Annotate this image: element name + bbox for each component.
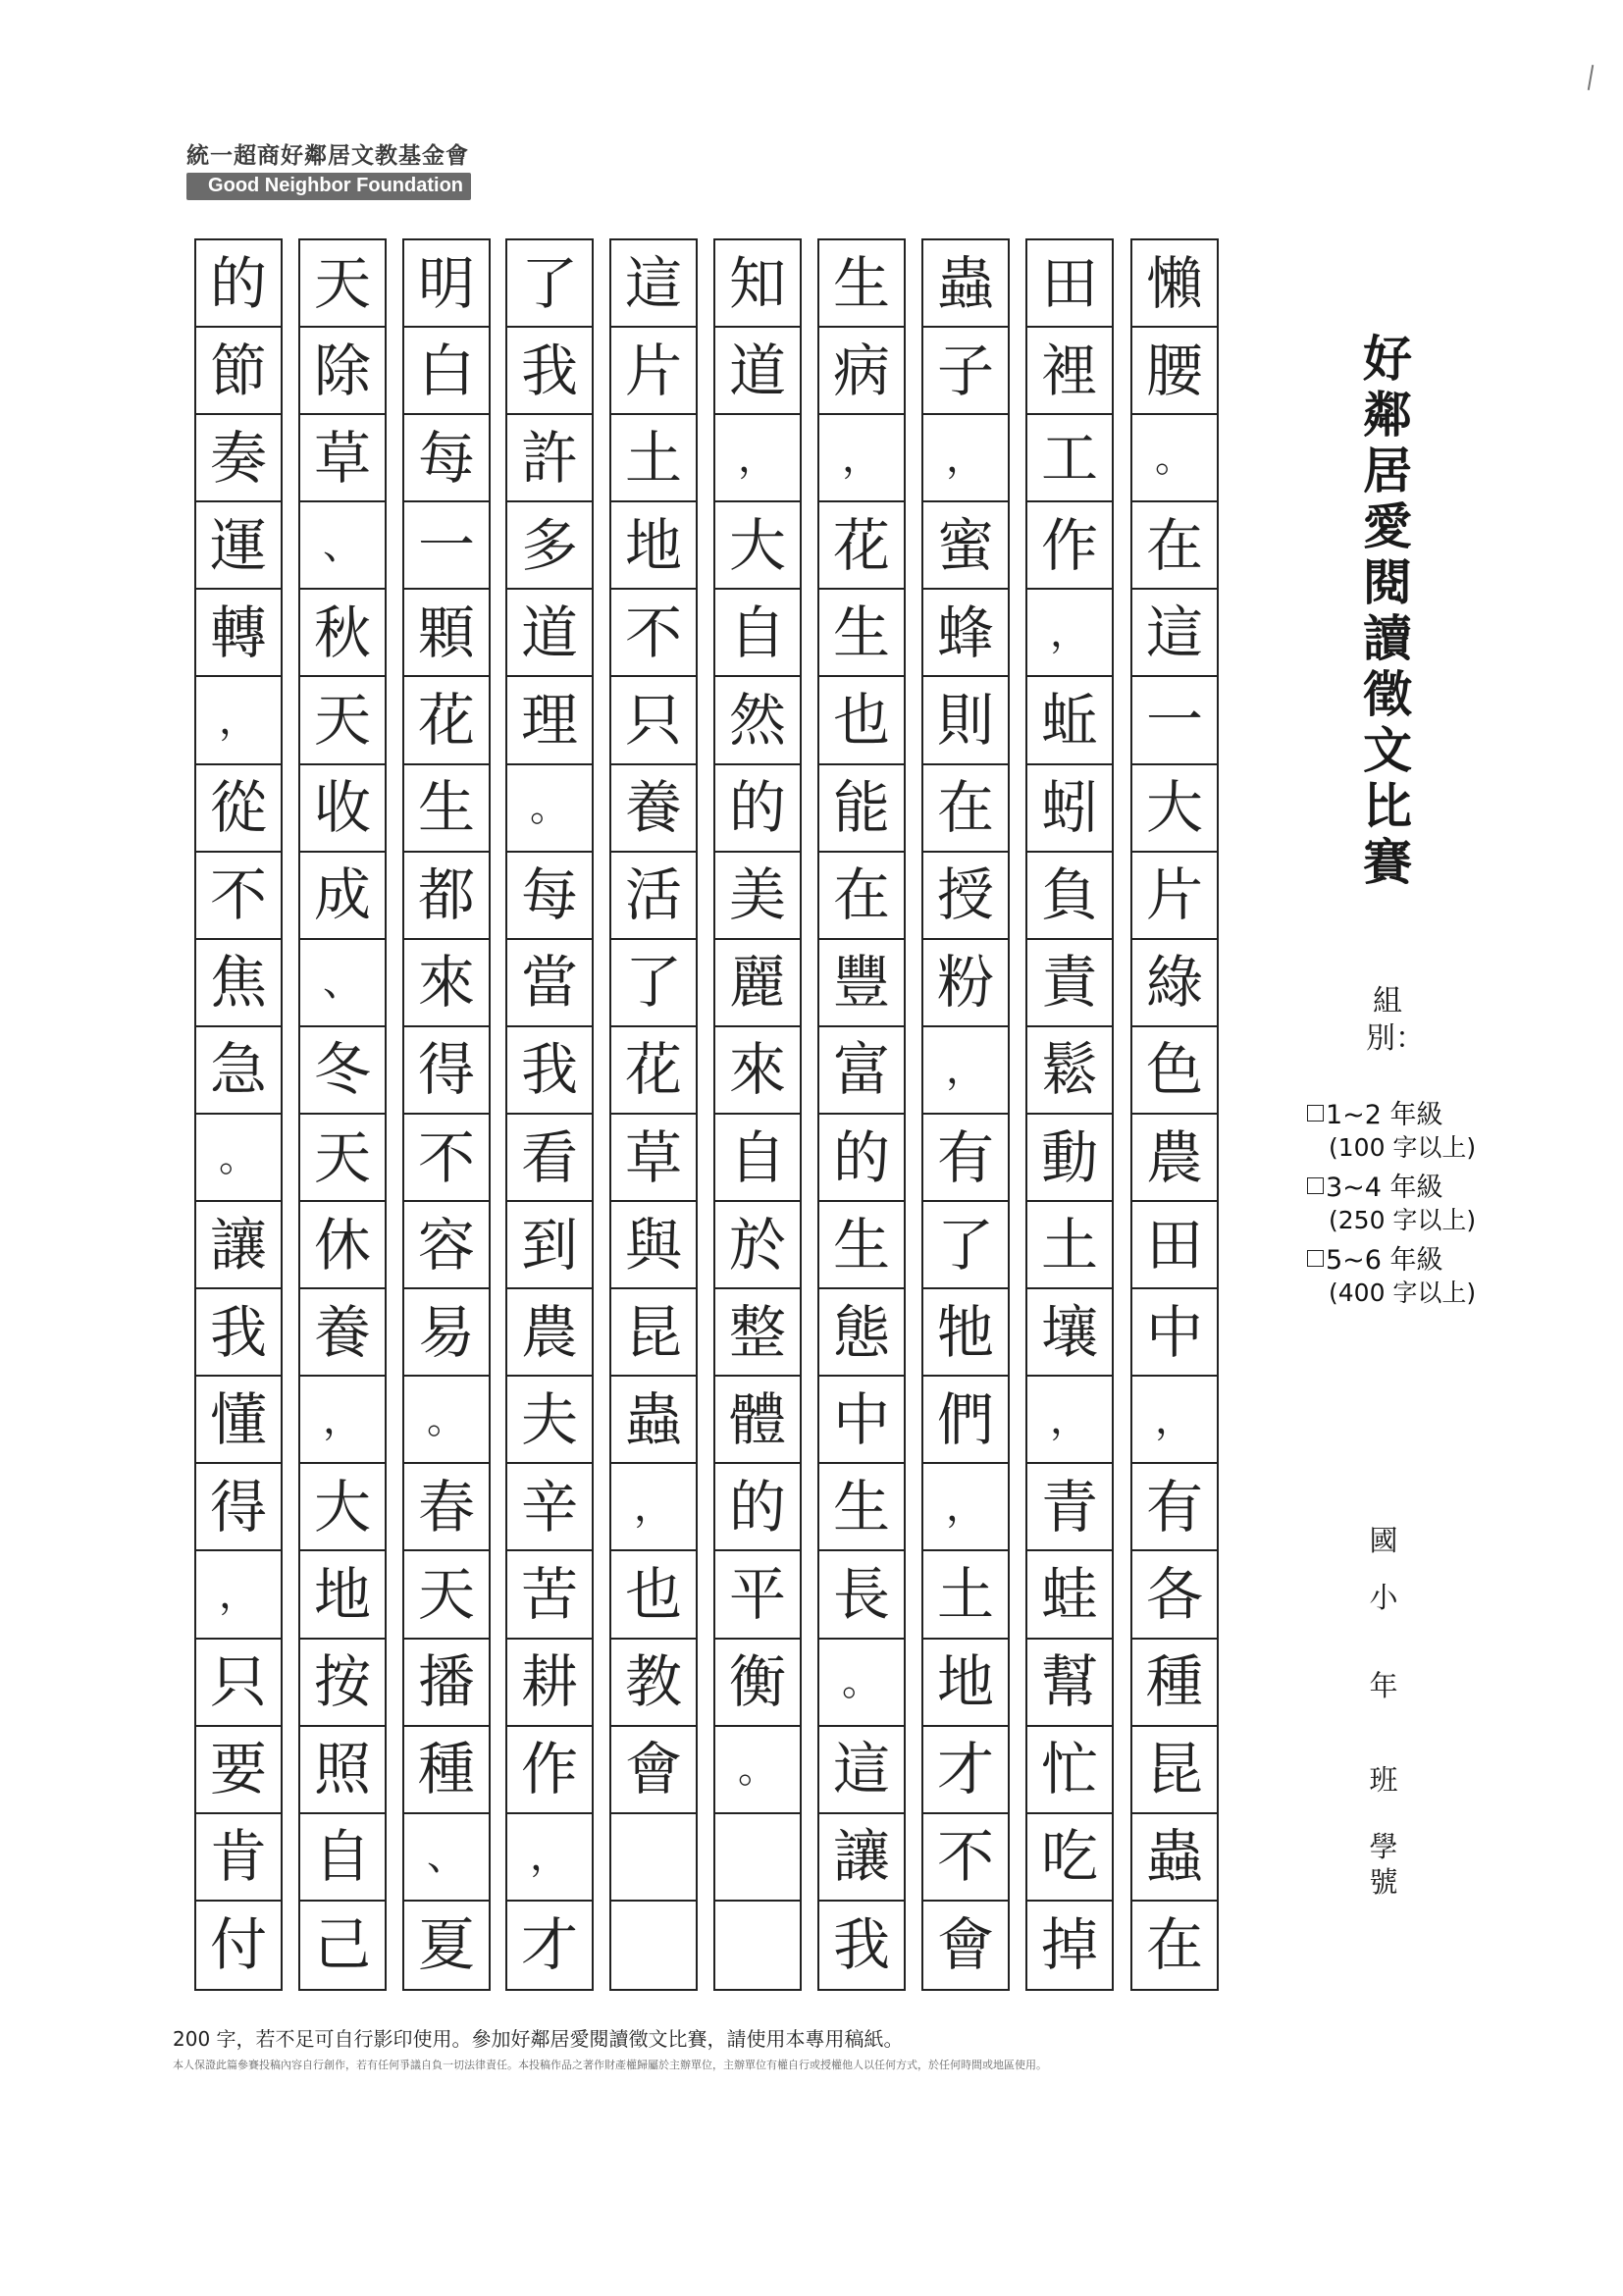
manuscript-cell: 體 — [715, 1377, 800, 1464]
manuscript-cell: 幫 — [1027, 1640, 1112, 1727]
manuscript-cell: 蟲 — [1132, 1814, 1217, 1902]
manuscript-cell — [611, 1902, 696, 1989]
manuscript-cell: 天 — [300, 240, 385, 328]
manuscript-cell: 春 — [404, 1464, 489, 1551]
manuscript-cell: 作 — [507, 1727, 592, 1814]
manuscript-cell: 養 — [300, 1289, 385, 1377]
school-suffix-label: 小 — [1369, 1581, 1398, 1614]
manuscript-cell: 。 — [1132, 415, 1217, 502]
checkbox-icon[interactable] — [1307, 1250, 1324, 1267]
grade-options — [1307, 1099, 1543, 1317]
manuscript-cell: 授 — [923, 853, 1008, 940]
foundation-name-english: Good Neighbor Foundation — [186, 173, 471, 200]
grade-field-label: 年 — [1369, 1669, 1398, 1702]
manuscript-cell: ， — [923, 1464, 1008, 1551]
manuscript-cell: 按 — [300, 1640, 385, 1727]
manuscript-cell: 裡 — [1027, 328, 1112, 415]
manuscript-column — [1130, 238, 1219, 1991]
manuscript-cell: 地 — [923, 1640, 1008, 1727]
manuscript-cell: 麗 — [715, 940, 800, 1027]
manuscript-cell: 當 — [507, 940, 592, 1027]
grade-option-5-6[interactable] — [1307, 1244, 1543, 1309]
manuscript-cell: 豐 — [819, 940, 904, 1027]
manuscript-cell: 容 — [404, 1202, 489, 1289]
manuscript-cell: 生 — [819, 240, 904, 328]
manuscript-cell: ， — [923, 1027, 1008, 1115]
manuscript-cell: 奏 — [196, 415, 281, 502]
grade-option-label: 5~6 年級 — [1326, 1245, 1443, 1276]
manuscript-cell: 才 — [520, 1911, 578, 1979]
manuscript-cell — [715, 1902, 800, 1989]
manuscript-cell: 田 — [1132, 1202, 1217, 1289]
manuscript-cell: 們 — [923, 1377, 1008, 1464]
manuscript-cell: 道 — [507, 590, 592, 677]
manuscript-cell: ， — [1132, 1377, 1217, 1464]
manuscript-cell: ， — [611, 1464, 696, 1551]
manuscript-cell: 綠 — [1132, 940, 1217, 1027]
manuscript-cell: 了 — [507, 240, 592, 328]
manuscript-cell: 也 — [611, 1552, 696, 1640]
contest-title: 好鄰居愛閱讀徵文比賽 — [1363, 331, 1412, 891]
manuscript-cell: 蜂 — [923, 590, 1008, 677]
manuscript-cell: 的 — [819, 1115, 904, 1202]
manuscript-cell: 生 — [819, 1464, 904, 1551]
manuscript-cell: 在 — [1145, 1911, 1203, 1979]
grade-option-label: 1~2 年級 — [1326, 1100, 1443, 1130]
student-number-label: 學號 — [1369, 1830, 1398, 1899]
manuscript-cell: 多 — [507, 502, 592, 590]
manuscript-cell: 知 — [715, 240, 800, 328]
manuscript-cell: 地 — [611, 502, 696, 590]
scan-mark — [1588, 65, 1594, 90]
manuscript-cell: 不 — [611, 590, 696, 677]
manuscript-cell: 生 — [819, 1202, 904, 1289]
manuscript-cell: 休 — [300, 1202, 385, 1289]
manuscript-cell: 大 — [300, 1464, 385, 1551]
manuscript-cell: 苦 — [507, 1552, 592, 1640]
manuscript-cell: 夏 — [417, 1911, 475, 1979]
manuscript-cell: 易 — [404, 1289, 489, 1377]
manuscript-cell: 中 — [1132, 1289, 1217, 1377]
manuscript-cell: 中 — [819, 1377, 904, 1464]
manuscript-cell: 蚯 — [1027, 678, 1112, 765]
manuscript-cell: 吃 — [1027, 1814, 1112, 1902]
manuscript-cell: 地 — [300, 1552, 385, 1640]
manuscript-cell: 能 — [819, 765, 904, 853]
manuscript-cell: 的 — [196, 240, 281, 328]
footer-fine-print: 本人保證此篇參賽投稿內容自行創作，若有任何爭議自負一切法律責任。本投稿作品之著作財產權歸屬於主辦單位，主辦單位有權自行或授權他人以任何方式，於任何時間或地區使用。 — [173, 2059, 1047, 2071]
manuscript-cell: 種 — [1132, 1640, 1217, 1727]
manuscript-cell: 許 — [507, 415, 592, 502]
manuscript-cell: 與 — [611, 1202, 696, 1289]
manuscript-cell: 工 — [1027, 415, 1112, 502]
manuscript-cell: 美 — [715, 853, 800, 940]
foundation-logo — [186, 137, 471, 200]
manuscript-cell: 運 — [196, 502, 281, 590]
manuscript-column — [713, 238, 802, 1991]
manuscript-cell: 則 — [923, 678, 1008, 765]
manuscript-cell: 只 — [611, 678, 696, 765]
manuscript-cell: 色 — [1132, 1027, 1217, 1115]
manuscript-cell: 明 — [404, 240, 489, 328]
manuscript-cell: 自 — [715, 590, 800, 677]
manuscript-cell: 草 — [300, 415, 385, 502]
manuscript-cell: 責 — [1027, 940, 1112, 1027]
grade-option-1-2[interactable] — [1307, 1099, 1543, 1164]
manuscript-cell: 動 — [1027, 1115, 1112, 1202]
manuscript-cell: 活 — [611, 853, 696, 940]
manuscript-cell: 每 — [404, 415, 489, 502]
manuscript-cell: ， — [196, 1552, 281, 1640]
manuscript-cell: ， — [715, 415, 800, 502]
manuscript-cell: 自 — [715, 1115, 800, 1202]
manuscript-cell: 大 — [715, 502, 800, 590]
manuscript-cell: 土 — [1027, 1202, 1112, 1289]
manuscript-cell: 不 — [404, 1115, 489, 1202]
manuscript-cell: 。 — [404, 1377, 489, 1464]
manuscript-cell: 花 — [404, 678, 489, 765]
manuscript-cell: 要 — [196, 1727, 281, 1814]
manuscript-column — [505, 238, 594, 1991]
manuscript-cell: ， — [196, 678, 281, 765]
manuscript-cell: 掉 — [1040, 1911, 1098, 1979]
manuscript-cell: 耕 — [507, 1640, 592, 1727]
manuscript-cell: 的 — [715, 765, 800, 853]
manuscript-cell: 土 — [923, 1552, 1008, 1640]
manuscript-cell: 病 — [819, 328, 904, 415]
manuscript-cell: 讓 — [819, 1814, 904, 1902]
manuscript-cell: 養 — [611, 765, 696, 853]
manuscript-cell: 才 — [923, 1727, 1008, 1814]
manuscript-cell: 我 — [507, 328, 592, 415]
manuscript-cell: 來 — [404, 940, 489, 1027]
manuscript-cell: 一 — [404, 502, 489, 590]
manuscript-cell: 肯 — [196, 1814, 281, 1902]
manuscript-cell: 急 — [196, 1027, 281, 1115]
manuscript-cell: 。 — [507, 765, 592, 853]
manuscript-cell: 從 — [196, 765, 281, 853]
manuscript-cell: 草 — [611, 1115, 696, 1202]
checkbox-icon[interactable] — [1307, 1105, 1324, 1122]
manuscript-cell: 片 — [1132, 853, 1217, 940]
manuscript-cell: 蜜 — [923, 502, 1008, 590]
manuscript-cell: 在 — [1132, 502, 1217, 590]
manuscript-cell: 我 — [196, 1289, 281, 1377]
manuscript-cell: 蟲 — [611, 1377, 696, 1464]
manuscript-cell: 片 — [611, 328, 696, 415]
manuscript-cell: 照 — [300, 1727, 385, 1814]
manuscript-cell: 了 — [923, 1202, 1008, 1289]
manuscript-cell: 、 — [300, 502, 385, 590]
manuscript-cell: 懶 — [1132, 240, 1217, 328]
manuscript-cell: 蛙 — [1027, 1552, 1112, 1640]
manuscript-cell: 教 — [611, 1640, 696, 1727]
manuscript-cell: 自 — [300, 1814, 385, 1902]
manuscript-column — [402, 238, 491, 1991]
manuscript-cell: 粉 — [923, 940, 1008, 1027]
manuscript-cell: 各 — [1132, 1552, 1217, 1640]
manuscript-cell: 一 — [1132, 678, 1217, 765]
manuscript-column — [1025, 238, 1114, 1991]
manuscript-column — [921, 238, 1010, 1991]
group-label: 組別： — [1366, 984, 1425, 1056]
manuscript-cell: 種 — [404, 1727, 489, 1814]
manuscript-cell: 收 — [300, 765, 385, 853]
manuscript-cell: 來 — [715, 1027, 800, 1115]
manuscript-cell: ， — [819, 415, 904, 502]
manuscript-cell: 農 — [1132, 1115, 1217, 1202]
manuscript-cell: 成 — [300, 853, 385, 940]
manuscript-grid — [194, 238, 1219, 1991]
manuscript-cell: 我 — [507, 1027, 592, 1115]
manuscript-cell: 都 — [404, 853, 489, 940]
manuscript-cell: 農 — [507, 1289, 592, 1377]
manuscript-cell: 節 — [196, 328, 281, 415]
manuscript-cell: 天 — [300, 678, 385, 765]
grade-option-3-4[interactable] — [1307, 1172, 1543, 1236]
manuscript-cell: 青 — [1027, 1464, 1112, 1551]
manuscript-cell: 土 — [611, 415, 696, 502]
manuscript-column — [817, 238, 906, 1991]
manuscript-cell: 顆 — [404, 590, 489, 677]
manuscript-cell: 焦 — [196, 940, 281, 1027]
manuscript-cell: 、 — [404, 1814, 489, 1902]
manuscript-cell: 懂 — [196, 1377, 281, 1464]
footer-note: 200 字，若不足可自行影印使用。參加好鄰居愛閱讀徵文比賽，請使用本專用稿紙。 — [173, 2027, 904, 2051]
manuscript-cell: 看 — [507, 1115, 592, 1202]
manuscript-cell: 、 — [300, 940, 385, 1027]
manuscript-cell: 。 — [819, 1640, 904, 1727]
manuscript-cell: ， — [1027, 590, 1112, 677]
manuscript-cell: 己 — [313, 1911, 371, 1979]
manuscript-cell: 的 — [715, 1464, 800, 1551]
manuscript-cell: 不 — [923, 1814, 1008, 1902]
manuscript-cell: ， — [1027, 1377, 1112, 1464]
manuscript-column — [194, 238, 283, 1991]
manuscript-cell: 生 — [819, 590, 904, 677]
manuscript-cell: 態 — [819, 1289, 904, 1377]
manuscript-cell: 作 — [1027, 502, 1112, 590]
manuscript-cell: 在 — [819, 853, 904, 940]
manuscript-cell: 昆 — [1132, 1727, 1217, 1814]
manuscript-cell: 壤 — [1027, 1289, 1112, 1377]
manuscript-cell: 花 — [611, 1027, 696, 1115]
manuscript-cell: 得 — [196, 1464, 281, 1551]
manuscript-cell: 這 — [819, 1727, 904, 1814]
manuscript-cell: 讓 — [196, 1202, 281, 1289]
manuscript-cell: 大 — [1132, 765, 1217, 853]
manuscript-cell: 夫 — [507, 1377, 592, 1464]
manuscript-cell: 平 — [715, 1552, 800, 1640]
grade-option-note: (250 字以上) — [1329, 1206, 1477, 1234]
manuscript-cell: 。 — [196, 1115, 281, 1202]
manuscript-cell: 然 — [715, 678, 800, 765]
foundation-name-chinese: 統一超商好鄰居文教基金會 — [186, 143, 469, 169]
grade-option-note: (400 字以上) — [1329, 1278, 1477, 1307]
manuscript-cell: 有 — [923, 1115, 1008, 1202]
manuscript-cell: ， — [507, 1814, 592, 1902]
manuscript-cell: 昆 — [611, 1289, 696, 1377]
manuscript-cell: 播 — [404, 1640, 489, 1727]
manuscript-cell: 付 — [209, 1911, 267, 1979]
manuscript-column — [609, 238, 698, 1991]
manuscript-cell: 天 — [404, 1552, 489, 1640]
school-field-label: 國 — [1369, 1524, 1398, 1557]
manuscript-cell: 會 — [936, 1911, 994, 1979]
manuscript-cell: 蚓 — [1027, 765, 1112, 853]
manuscript-cell: 白 — [404, 328, 489, 415]
manuscript-cell: 富 — [819, 1027, 904, 1115]
manuscript-cell: 鬆 — [1027, 1027, 1112, 1115]
manuscript-cell: 負 — [1027, 853, 1112, 940]
checkbox-icon[interactable] — [1307, 1177, 1324, 1194]
grade-option-label: 3~4 年級 — [1326, 1173, 1443, 1203]
manuscript-cell: 這 — [1132, 590, 1217, 677]
manuscript-cell: 忙 — [1027, 1727, 1112, 1814]
manuscript-cell: 道 — [715, 328, 800, 415]
manuscript-cell: 花 — [819, 502, 904, 590]
manuscript-cell: 這 — [611, 240, 696, 328]
manuscript-cell: 辛 — [507, 1464, 592, 1551]
manuscript-cell: 也 — [819, 678, 904, 765]
manuscript-cell: 蟲 — [923, 240, 1008, 328]
manuscript-cell: 有 — [1132, 1464, 1217, 1551]
manuscript-cell: 田 — [1027, 240, 1112, 328]
manuscript-cell: 會 — [611, 1727, 696, 1814]
manuscript-cell: 衡 — [715, 1640, 800, 1727]
manuscript-cell: 天 — [300, 1115, 385, 1202]
manuscript-cell — [611, 1814, 696, 1902]
manuscript-cell: 轉 — [196, 590, 281, 677]
manuscript-column — [298, 238, 387, 1991]
manuscript-cell: 不 — [196, 853, 281, 940]
manuscript-cell: 於 — [715, 1202, 800, 1289]
manuscript-cell: 我 — [832, 1911, 890, 1979]
manuscript-cell: 子 — [923, 328, 1008, 415]
manuscript-cell: 到 — [507, 1202, 592, 1289]
manuscript-cell: 了 — [611, 940, 696, 1027]
manuscript-cell: 理 — [507, 678, 592, 765]
manuscript-cell: 在 — [923, 765, 1008, 853]
manuscript-cell: 每 — [507, 853, 592, 940]
manuscript-cell: 只 — [196, 1640, 281, 1727]
manuscript-cell: 生 — [404, 765, 489, 853]
manuscript-cell: ， — [300, 1377, 385, 1464]
manuscript-cell: 冬 — [300, 1027, 385, 1115]
manuscript-cell: 得 — [404, 1027, 489, 1115]
manuscript-cell: 牠 — [923, 1289, 1008, 1377]
manuscript-cell: ， — [923, 415, 1008, 502]
manuscript-cell: 腰 — [1132, 328, 1217, 415]
class-field-label: 班 — [1369, 1763, 1398, 1797]
manuscript-cell: 秋 — [300, 590, 385, 677]
manuscript-cell: 。 — [715, 1727, 800, 1814]
manuscript-cell: 除 — [300, 328, 385, 415]
manuscript-cell: 整 — [715, 1289, 800, 1377]
grade-option-note: (100 字以上) — [1329, 1133, 1477, 1162]
manuscript-cell — [715, 1814, 800, 1902]
manuscript-cell: 長 — [819, 1552, 904, 1640]
